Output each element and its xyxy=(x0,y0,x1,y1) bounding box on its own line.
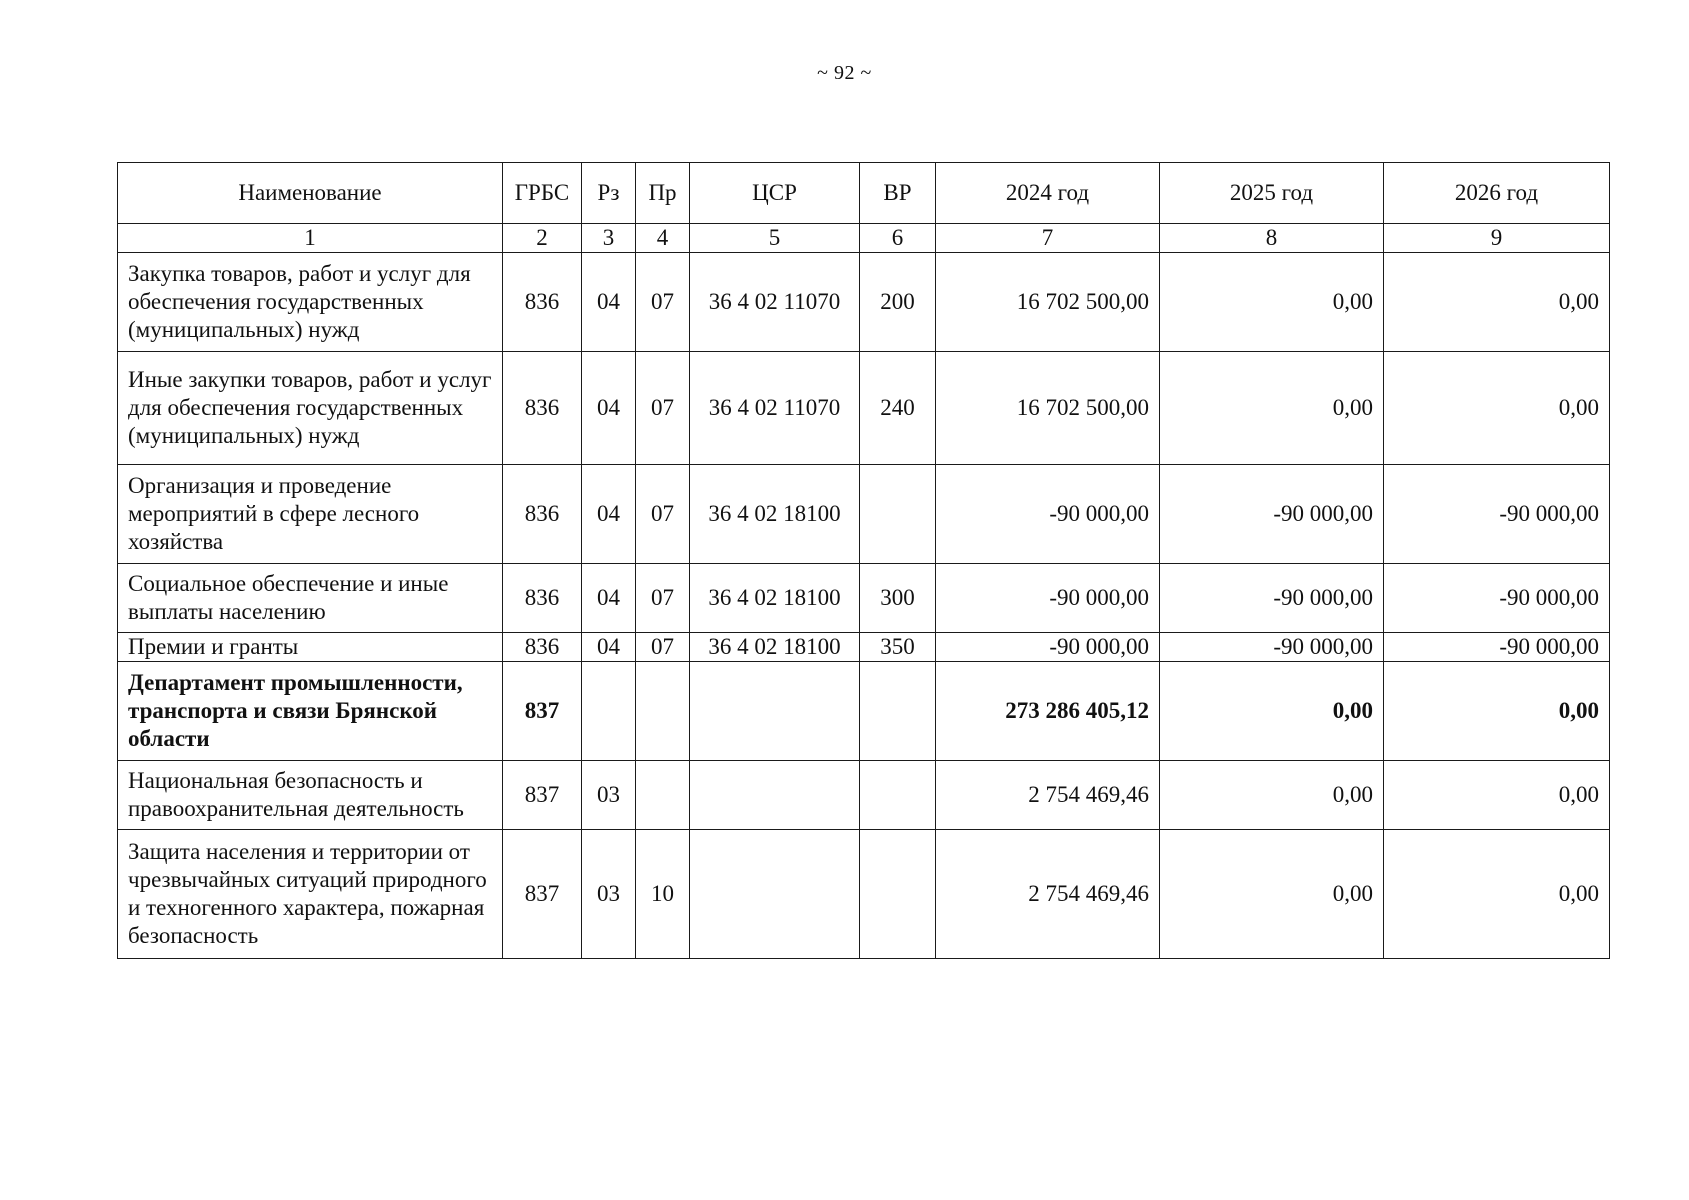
row-name: Премии и гранты xyxy=(118,633,503,662)
row-2026: 0,00 xyxy=(1384,253,1610,352)
row-csr xyxy=(690,662,860,761)
header-2024: 2024 год xyxy=(936,163,1160,224)
page-number: ~ 92 ~ xyxy=(817,62,872,84)
row-2025: 0,00 xyxy=(1160,352,1384,465)
row-pr xyxy=(636,662,690,761)
row-rz: 04 xyxy=(582,633,636,662)
row-csr xyxy=(690,830,860,959)
row-2026: 0,00 xyxy=(1384,352,1610,465)
row-pr: 07 xyxy=(636,633,690,662)
row-2026: 0,00 xyxy=(1384,761,1610,830)
column-number: 9 xyxy=(1384,224,1610,253)
row-grbs: 836 xyxy=(503,253,582,352)
row-vr: 350 xyxy=(860,633,936,662)
row-2026: -90 000,00 xyxy=(1384,465,1610,564)
row-grbs: 837 xyxy=(503,662,582,761)
header-pr: Пр xyxy=(636,163,690,224)
header-csr: ЦСР xyxy=(690,163,860,224)
row-2024: 2 754 469,46 xyxy=(936,761,1160,830)
column-number: 8 xyxy=(1160,224,1384,253)
row-name: Закупка товаров, работ и услуг для обеспечения государственных (муниципальных) нужд xyxy=(118,253,503,352)
header-2025: 2025 год xyxy=(1160,163,1384,224)
row-2026: -90 000,00 xyxy=(1384,633,1610,662)
row-rz: 03 xyxy=(582,830,636,959)
header-grbs: ГРБС xyxy=(503,163,582,224)
row-name: Защита населения и территории от чрезвычайных ситуаций природного и техногенного характера, пожарная безопасность xyxy=(118,830,503,959)
column-number: 7 xyxy=(936,224,1160,253)
row-rz: 04 xyxy=(582,352,636,465)
row-vr: 240 xyxy=(860,352,936,465)
table-row xyxy=(118,465,1610,564)
row-vr xyxy=(860,761,936,830)
row-pr: 07 xyxy=(636,352,690,465)
header-rz: Рз xyxy=(582,163,636,224)
row-vr: 200 xyxy=(860,253,936,352)
row-2025: 0,00 xyxy=(1160,662,1384,761)
row-grbs: 837 xyxy=(503,830,582,959)
row-csr: 36 4 02 18100 xyxy=(690,564,860,633)
row-2024: 16 702 500,00 xyxy=(936,352,1160,465)
column-number: 6 xyxy=(860,224,936,253)
table-row-department xyxy=(118,662,1610,761)
row-vr xyxy=(860,662,936,761)
row-vr xyxy=(860,830,936,959)
header-2026: 2026 год xyxy=(1384,163,1610,224)
table-row xyxy=(118,761,1610,830)
row-name: Иные закупки товаров, работ и услуг для обеспечения государственных (муниципальных) нужд xyxy=(118,352,503,465)
row-2026: 0,00 xyxy=(1384,830,1610,959)
row-name: Организация и проведение мероприятий в сфере лесного хозяйства xyxy=(118,465,503,564)
row-2025: 0,00 xyxy=(1160,761,1384,830)
row-2025: -90 000,00 xyxy=(1160,564,1384,633)
row-vr: 300 xyxy=(860,564,936,633)
table-row xyxy=(118,352,1610,465)
column-number: 4 xyxy=(636,224,690,253)
row-csr: 36 4 02 11070 xyxy=(690,253,860,352)
row-2024: -90 000,00 xyxy=(936,633,1160,662)
row-2024: 273 286 405,12 xyxy=(936,662,1160,761)
row-pr: 07 xyxy=(636,564,690,633)
row-grbs: 836 xyxy=(503,564,582,633)
column-number: 5 xyxy=(690,224,860,253)
table-row xyxy=(118,830,1610,959)
column-number-row xyxy=(118,224,1610,253)
row-2024: -90 000,00 xyxy=(936,465,1160,564)
row-csr: 36 4 02 11070 xyxy=(690,352,860,465)
row-2025: 0,00 xyxy=(1160,830,1384,959)
row-2026: -90 000,00 xyxy=(1384,564,1610,633)
row-csr xyxy=(690,761,860,830)
table-row xyxy=(118,564,1610,633)
row-2024: 2 754 469,46 xyxy=(936,830,1160,959)
row-rz: 04 xyxy=(582,253,636,352)
row-name: Социальное обеспечение и иные выплаты населению xyxy=(118,564,503,633)
header-name: Наименование xyxy=(118,163,503,224)
table-row xyxy=(118,633,1610,662)
column-number: 2 xyxy=(503,224,582,253)
row-grbs: 837 xyxy=(503,761,582,830)
row-pr: 07 xyxy=(636,465,690,564)
row-2025: -90 000,00 xyxy=(1160,633,1384,662)
row-pr: 07 xyxy=(636,253,690,352)
row-2025: -90 000,00 xyxy=(1160,465,1384,564)
row-vr xyxy=(860,465,936,564)
row-name: Департамент промышленности, транспорта и связи Брянской области xyxy=(118,662,503,761)
row-pr: 10 xyxy=(636,830,690,959)
column-number: 3 xyxy=(582,224,636,253)
row-csr: 36 4 02 18100 xyxy=(690,465,860,564)
row-2026: 0,00 xyxy=(1384,662,1610,761)
table-header-row xyxy=(118,163,1610,224)
row-rz: 04 xyxy=(582,465,636,564)
row-name: Национальная безопасность и правоохранительная деятельность xyxy=(118,761,503,830)
column-number: 1 xyxy=(118,224,503,253)
row-pr xyxy=(636,761,690,830)
row-2024: -90 000,00 xyxy=(936,564,1160,633)
row-rz: 03 xyxy=(582,761,636,830)
row-grbs: 836 xyxy=(503,465,582,564)
row-2025: 0,00 xyxy=(1160,253,1384,352)
row-2024: 16 702 500,00 xyxy=(936,253,1160,352)
row-rz: 04 xyxy=(582,564,636,633)
row-csr: 36 4 02 18100 xyxy=(690,633,860,662)
table-row xyxy=(118,253,1610,352)
row-grbs: 836 xyxy=(503,633,582,662)
budget-table xyxy=(117,162,1610,959)
header-vr: ВР xyxy=(860,163,936,224)
row-rz xyxy=(582,662,636,761)
row-grbs: 836 xyxy=(503,352,582,465)
